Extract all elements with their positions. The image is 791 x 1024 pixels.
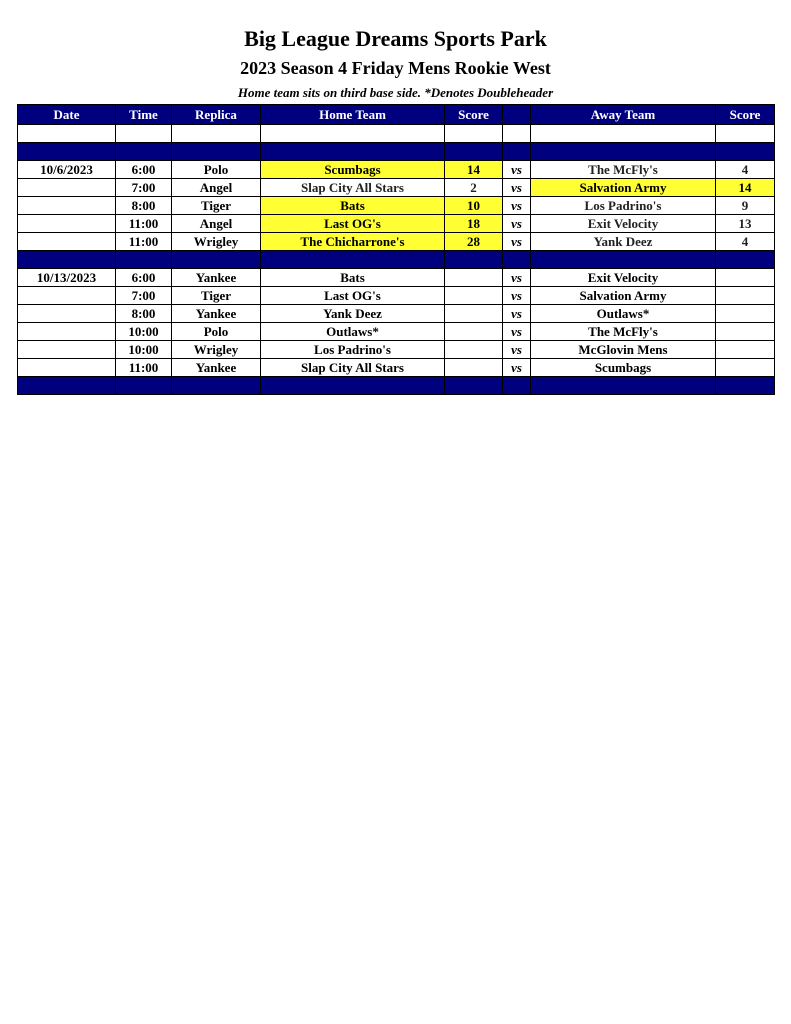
- header-row: [18, 105, 775, 125]
- game-row: [18, 161, 775, 179]
- away-score-cell: [716, 287, 775, 305]
- band-cell: [716, 377, 775, 395]
- home-team-cell: Slap City All Stars: [261, 359, 445, 377]
- vs-cell: vs: [503, 287, 531, 305]
- band-cell: [531, 251, 716, 269]
- vs-cell: vs: [503, 161, 531, 179]
- empty-cell: [172, 125, 261, 143]
- home-score-cell: [445, 359, 503, 377]
- band-cell: [716, 251, 775, 269]
- home-team-cell: Yank Deez: [261, 305, 445, 323]
- time-cell: 10:00: [116, 323, 172, 341]
- schedule-table: [17, 104, 775, 395]
- game-row: [18, 341, 775, 359]
- vs-cell: vs: [503, 197, 531, 215]
- vs-cell: vs: [503, 269, 531, 287]
- home-score-cell: 10: [445, 197, 503, 215]
- time-cell: 10:00: [116, 341, 172, 359]
- game-row: [18, 215, 775, 233]
- empty-cell: [261, 125, 445, 143]
- date-cell: [18, 341, 116, 359]
- field-cell: Wrigley: [172, 233, 261, 251]
- game-row: [18, 359, 775, 377]
- time-cell: 7:00: [116, 287, 172, 305]
- field-cell: Tiger: [172, 287, 261, 305]
- page-subtitle: 2023 Season 4 Friday Mens Rookie West: [240, 58, 551, 78]
- vs-cell: vs: [503, 305, 531, 323]
- away-score-cell: 13: [716, 215, 775, 233]
- band-cell: [116, 251, 172, 269]
- away-team-cell: Exit Velocity: [531, 215, 716, 233]
- game-row: [18, 233, 775, 251]
- away-score-cell: 4: [716, 233, 775, 251]
- band-cell: [116, 143, 172, 161]
- empty-cell: [531, 125, 716, 143]
- date-cell: [18, 179, 116, 197]
- home-score-cell: [445, 341, 503, 359]
- home-score-cell: [445, 269, 503, 287]
- home-team-cell: Scumbags: [261, 161, 445, 179]
- away-team-cell: Yank Deez: [531, 233, 716, 251]
- band-cell: [503, 377, 531, 395]
- spacer-row: [18, 125, 775, 143]
- away-score-cell: [716, 341, 775, 359]
- home-score-cell: 14: [445, 161, 503, 179]
- separator-band: [18, 377, 775, 395]
- vs-cell: vs: [503, 179, 531, 197]
- home-team-cell: Bats: [261, 197, 445, 215]
- col-header-date: Date: [18, 105, 116, 125]
- date-cell: [18, 359, 116, 377]
- game-row: [18, 305, 775, 323]
- date-cell: [18, 197, 116, 215]
- game-row: [18, 179, 775, 197]
- field-cell: Yankee: [172, 359, 261, 377]
- time-cell: 11:00: [116, 215, 172, 233]
- field-cell: Angel: [172, 215, 261, 233]
- time-cell: 8:00: [116, 305, 172, 323]
- time-cell: 11:00: [116, 233, 172, 251]
- separator-band: [18, 251, 775, 269]
- home-team-cell: Outlaws*: [261, 323, 445, 341]
- vs-cell: vs: [503, 215, 531, 233]
- page-note: Home team sits on third base side. *Denotes Doubleheader: [237, 85, 554, 100]
- time-cell: 11:00: [116, 359, 172, 377]
- home-team-cell: Los Padrino's: [261, 341, 445, 359]
- col-header-home-team: Home Team: [261, 105, 445, 125]
- field-cell: Yankee: [172, 269, 261, 287]
- band-cell: [445, 251, 503, 269]
- band-cell: [172, 143, 261, 161]
- col-header-vs: [503, 105, 531, 125]
- home-score-cell: [445, 323, 503, 341]
- date-cell: 10/6/2023: [18, 161, 116, 179]
- away-score-cell: [716, 269, 775, 287]
- band-cell: [531, 377, 716, 395]
- home-team-cell: Bats: [261, 269, 445, 287]
- away-score-cell: [716, 305, 775, 323]
- home-team-cell: The Chicharrone's: [261, 233, 445, 251]
- band-cell: [172, 251, 261, 269]
- band-cell: [18, 251, 116, 269]
- band-cell: [531, 143, 716, 161]
- field-cell: Polo: [172, 161, 261, 179]
- empty-cell: [445, 125, 503, 143]
- away-score-cell: 4: [716, 161, 775, 179]
- schedule-body: [18, 125, 775, 395]
- band-cell: [503, 251, 531, 269]
- game-row: [18, 323, 775, 341]
- band-cell: [18, 143, 116, 161]
- separator-band: [18, 143, 775, 161]
- home-score-cell: 28: [445, 233, 503, 251]
- away-team-cell: The McFly's: [531, 161, 716, 179]
- home-team-cell: Last OG's: [261, 287, 445, 305]
- away-score-cell: [716, 359, 775, 377]
- vs-cell: vs: [503, 359, 531, 377]
- date-cell: [18, 305, 116, 323]
- field-cell: Yankee: [172, 305, 261, 323]
- vs-cell: vs: [503, 323, 531, 341]
- away-score-cell: 9: [716, 197, 775, 215]
- band-cell: [503, 143, 531, 161]
- field-cell: Tiger: [172, 197, 261, 215]
- field-cell: Wrigley: [172, 341, 261, 359]
- band-cell: [716, 143, 775, 161]
- date-cell: 10/13/2023: [18, 269, 116, 287]
- date-cell: [18, 287, 116, 305]
- empty-cell: [116, 125, 172, 143]
- empty-cell: [503, 125, 531, 143]
- game-row: [18, 269, 775, 287]
- band-cell: [445, 143, 503, 161]
- away-team-cell: Los Padrino's: [531, 197, 716, 215]
- empty-cell: [716, 125, 775, 143]
- home-score-cell: [445, 305, 503, 323]
- col-header-away-score: Score: [716, 105, 775, 125]
- away-team-cell: Salvation Army: [531, 287, 716, 305]
- col-header-time: Time: [116, 105, 172, 125]
- away-score-cell: [716, 323, 775, 341]
- away-team-cell: The McFly's: [531, 323, 716, 341]
- band-cell: [116, 377, 172, 395]
- vs-cell: vs: [503, 233, 531, 251]
- page-title: Big League Dreams Sports Park: [244, 26, 547, 51]
- date-cell: [18, 215, 116, 233]
- game-row: [18, 197, 775, 215]
- away-score-cell: 14: [716, 179, 775, 197]
- away-team-cell: Salvation Army: [531, 179, 716, 197]
- time-cell: 6:00: [116, 269, 172, 287]
- band-cell: [445, 377, 503, 395]
- band-cell: [261, 251, 445, 269]
- away-team-cell: McGlovin Mens: [531, 341, 716, 359]
- home-score-cell: 18: [445, 215, 503, 233]
- band-cell: [261, 377, 445, 395]
- time-cell: 6:00: [116, 161, 172, 179]
- away-team-cell: Scumbags: [531, 359, 716, 377]
- field-cell: Polo: [172, 323, 261, 341]
- time-cell: 8:00: [116, 197, 172, 215]
- empty-cell: [18, 125, 116, 143]
- field-cell: Angel: [172, 179, 261, 197]
- away-team-cell: Exit Velocity: [531, 269, 716, 287]
- date-cell: [18, 323, 116, 341]
- col-header-home-score: Score: [445, 105, 503, 125]
- band-cell: [172, 377, 261, 395]
- col-header-replica: Replica: [172, 105, 261, 125]
- time-cell: 7:00: [116, 179, 172, 197]
- home-team-cell: Slap City All Stars: [261, 179, 445, 197]
- vs-cell: vs: [503, 341, 531, 359]
- band-cell: [261, 143, 445, 161]
- col-header-away-team: Away Team: [531, 105, 716, 125]
- band-cell: [18, 377, 116, 395]
- date-cell: [18, 233, 116, 251]
- home-score-cell: 2: [445, 179, 503, 197]
- home-score-cell: [445, 287, 503, 305]
- game-row: [18, 287, 775, 305]
- away-team-cell: Outlaws*: [531, 305, 716, 323]
- home-team-cell: Last OG's: [261, 215, 445, 233]
